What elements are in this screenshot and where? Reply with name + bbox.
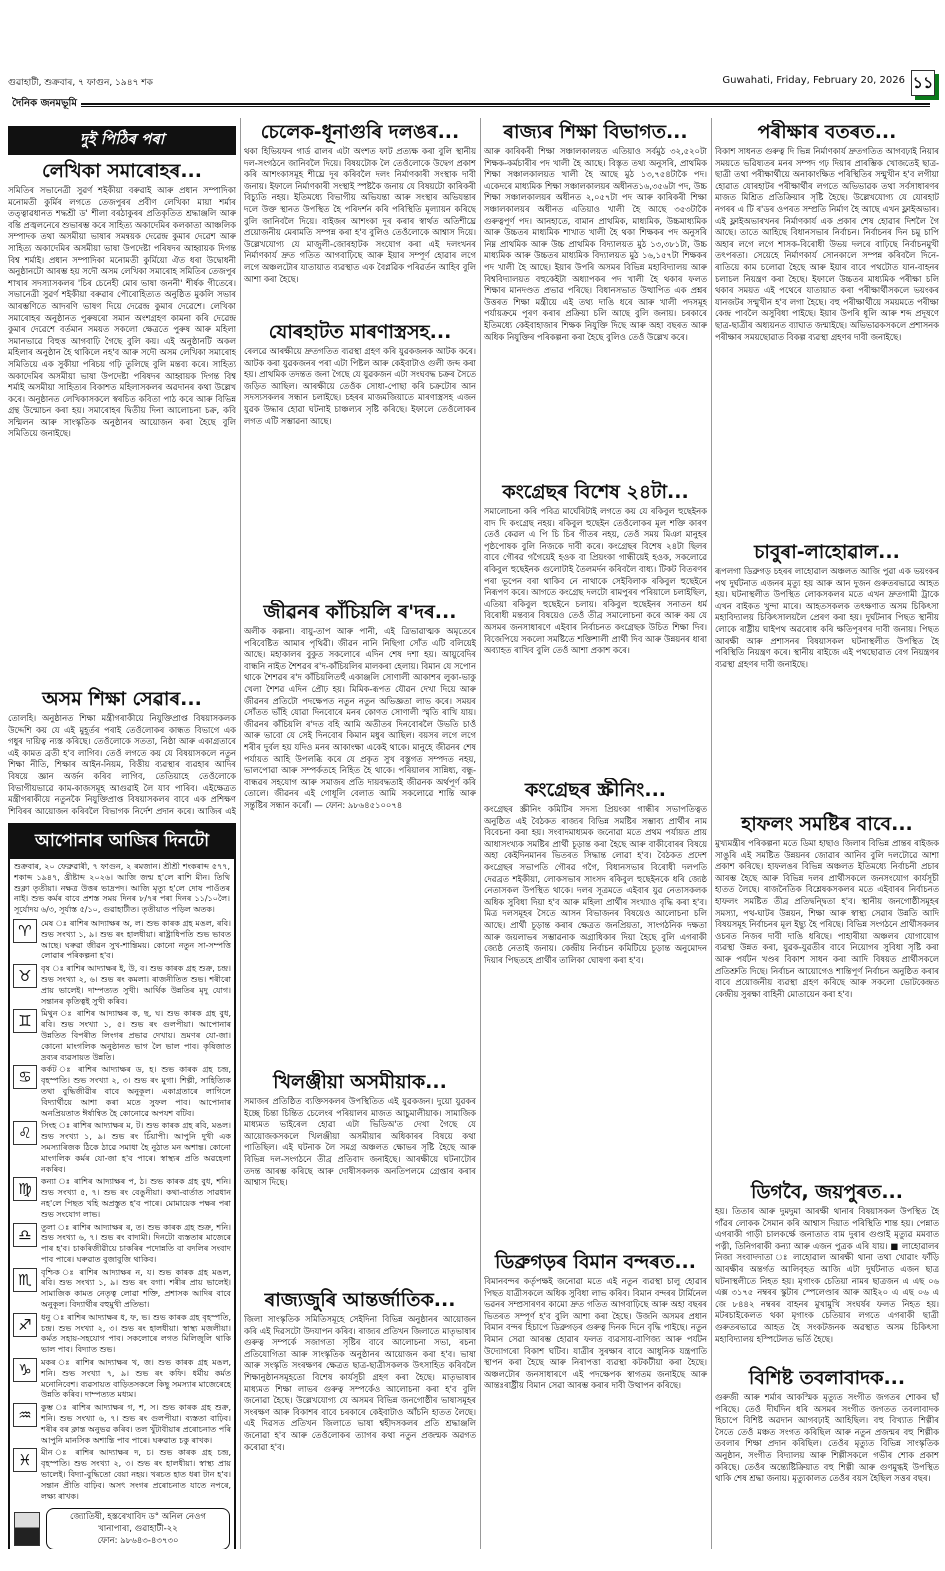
headline-jiwanor-kasiyoli: জীৱনৰ কাঁচিয়লি ৰ'দৰ... — [263, 601, 457, 623]
article-body: সমালোচনা কৰি পবিত্ৰ মাৰ্ঘেৰিটাই লগতে কয় যে ৰকিবুল হুছেইনক বাদ দি কংগ্ৰেছ নহয়। ৰকিবুল হুছেইন তেওঁলোকৰ মূল শক্তি কাৰণ তেওঁ কেৱল এ পি চি চিৰ গীতৰ নহয়, তেওঁ সময় মিঞা মানুহৰ পৃষ্ঠপোষক বুলি নিজকে দাবী কৰে। কংগ্ৰেছৰ বিশেষ ২৪টা ছিলৰ বাবে গৌৰৱ গগৈয়েই হওক বা প্ৰিয়ংকা গান্ধীয়েই হওক, সকলোৱে ৰকিবুল হুছেইনক গুলোটাই তৈলমৰ্দন কৰিবলৈ বাধ্য। টিকট বিতৰণৰ পৰা ভূপেন বৰা থাকিব নে নাথাকে সেইবিলাক ৰকিবুল হুছেইনে নিৰূপণ কৰে। আগতে কংগ্ৰেছ দলটো ৰামপুৰৰ পৰিয়ালে চলাইছিল, এতিয়া ৰকিবুল হুছেইনে চলায়। ৰকিবুল হুছেইনৰ সনাতন ধৰ্ম বিৰোধী মন্তব্যৰ বিষয়েও তেওঁ তীব্ৰ সমালোচনা কৰে আৰু কয় যে অসমৰ জনসাধাৰণে এইবাৰ নিৰ্বাচনত কংগ্ৰেছক উচিত শিক্ষা দিব। বিজেপিয়ে সকলো সমষ্টিতে শক্তিশালী প্ৰাৰ্থী দিব আৰু উন্নয়নৰ ধাৰা অব্যাহত ৰাখিব বুলি তেওঁ আশা প্ৰকাশ কৰে। — [484, 506, 707, 656]
horoscope-sign — [13, 1177, 231, 1220]
astrologer-photo — [14, 1512, 40, 1546]
headline-chabua-lahowal: চাবুৰা-লাহোৱাল... — [754, 541, 900, 563]
headline-digboi-jaipur: ডিগবৈ, জয়পুৰত... — [751, 1181, 903, 1203]
headline-tabla-player: বিশিষ্ট তবলাবাদক... — [748, 1367, 906, 1389]
headline-dibrugarh-airport: ডিব্ৰুগড়ৰ বিমান বন্দৰত... — [495, 1251, 696, 1273]
horoscope-signs — [10, 919, 234, 1502]
horoscope-title: আপোনাৰ আজিৰ দিনটো — [10, 825, 234, 859]
date-assamese: গুৱাহাটী, শুক্ৰবাৰ, ৭ ফাগুন, ১৯৪৭ শক — [8, 78, 153, 88]
horoscope-sign — [13, 1065, 231, 1119]
horoscope-sign — [13, 1403, 231, 1446]
headline-selek-dhunaguri: চেলেক-ধূনাগুৰি দলঙৰ... — [260, 121, 460, 143]
headline-congress-screening: কংগ্ৰেছৰ স্ক্ৰীনিং... — [524, 779, 667, 801]
column-2 — [244, 118, 476, 1549]
sign-text: কুম্ভ ঃ ৰাশিৰ আদ্যাক্ষৰ গ, শ, স। শুভ কাৰক গ্ৰহ শুক্ৰ, শনি। শুভ সংখ্যা ৬, ৭। শুভ ৰং গুলপীয়া। ব্যস্ততা বাঢ়িব। শৰীৰ বৰ ক্লান্ত অনুভৱ কৰিব। তল খুঁটাবীয়াৰ প্ৰৰোচনাত পৰি আপুনি মানসিক অশান্তি পাব পাৰে। ঘৰুৱাত চকু ৰাখক। — [41, 1403, 231, 1445]
zodiac-icon: ♏ — [13, 1268, 37, 1292]
zodiac-icon: ♓ — [13, 1448, 37, 1472]
horoscope-sign — [13, 964, 231, 1007]
column-1 — [8, 118, 236, 1549]
headline-asom-shiksha-sewa: অসম শিক্ষা সেৱাৰ... — [42, 688, 202, 710]
horoscope-sign — [13, 1313, 231, 1356]
headline-shiksha-bibhag: ৰাজ্যৰ শিক্ষা বিভাগত... — [503, 121, 688, 143]
horoscope-sign — [13, 1223, 231, 1266]
column-divider — [480, 118, 481, 1549]
article-body: কংগ্ৰেছৰ স্ক্ৰীনিং কমিটিৰ সদস্য প্ৰিয়ংকা গান্ধীৰ সভাপতিত্বত অনুষ্ঠিত এই বৈঠকত ৰাজ্যৰ বিভিন্ন সমষ্টিৰ সম্ভাব্য প্ৰাৰ্থীৰ নাম বিবেচনা কৰা হয়। সংবাদমাধ্যমক জনোৱা মতে প্ৰথম পৰ্যায়ত প্ৰায় আধাসংখ্যক সমষ্টিৰ প্ৰাৰ্থী চূড়ান্ত কৰা হৈছে আৰু বাকীবোৰৰ বিষয়ে অহা কেইদিনমানৰ ভিতৰত সিদ্ধান্ত লোৱা হ'ব। বৈঠকত প্ৰদেশ কংগ্ৰেছৰ সভাপতি গৌৰৱ গগৈ, বিধানসভাৰ বিৰোধী দলপতি দেৱব্ৰত শইকীয়া, লোকসভাৰ সাংসদ ৰকিবুল হুছেইনকে ধৰি জ্যেষ্ঠ নেতাসকল উপস্থিত থাকে। দলৰ সূত্ৰমতে এইবাৰ যুৱ নেতাসকলক অধিক সুবিধা দিয়া হ'ব আৰু মহিলা প্ৰাৰ্থীৰ সংখ্যাও বৃদ্ধি কৰা হ'ব। মিত্ৰ দলসমূহৰ সৈতে আসন বিভাজনৰ বিষয়েও আলোচনা চলি আছে। প্ৰাৰ্থী চূড়ান্ত কৰাৰ ক্ষেত্ৰত জনপ্ৰিয়তা, সাংগঠনিক দক্ষতা আৰু জয়লাভৰ সম্ভাৱনাক অগ্ৰাধিকাৰ দিয়া হৈছে বুলি এগৰাকী জ্যেষ্ঠ নেতাই জনায়। কেন্দ্ৰীয় নিৰ্বাচন কমিটিয়ে চূড়ান্ত অনুমোদন দিয়াৰ পিছতহে প্ৰাৰ্থীৰ তালিকা ঘোষণা কৰা হ'ব। — [484, 804, 707, 965]
article-body: জিলা সাংস্কৃতিক সমিতিসমূহে সেইদিনা বিভিন্ন অনুষ্ঠানৰ আয়োজন কৰি এই দিৱসটো উদযাপন কৰিব। ৰাজ্যৰ প্ৰতিখন জিলাতে মাতৃভাষাৰ গুৰুত্ব সম্পৰ্কে সজাগতা সৃষ্টিৰ বাবে আলোচনা সভা, ৰচনা প্ৰতিযোগিতা আৰু সাংস্কৃতিক অনুষ্ঠানৰ আয়োজন কৰা হ'ব। ভাষা আৰু সংস্কৃতি সংৰক্ষণৰ ক্ষেত্ৰত ছাত্ৰ-ছাত্ৰীসকলক উৎসাহিত কৰিবলৈ শিক্ষানুষ্ঠানসমূহতো বিশেষ কাৰ্যসূচী গ্ৰহণ কৰা হৈছে। মাতৃভাষাৰ মাধ্যমত শিক্ষা লাভৰ গুৰুত্ব সম্পৰ্কেও আলোচনা কৰা হ'ব বুলি জনোৱা হৈছে। উল্লেখযোগ্য যে অসমৰ বিভিন্ন জনগোষ্ঠীৰ ভাষাসমূহৰ সংৰক্ষণ আৰু বিকাশৰ বাবে চৰকাৰে কেইবাটাও আঁচনি হাতত লৈছে। এই দিৱসত প্ৰতিখন জিলাতে ভাষা শ্বহীদসকলৰ প্ৰতি শ্ৰদ্ধাঞ্জলি জনোৱা হ'ব আৰু তেওঁলোকৰ ত্যাগৰ কথা নতুন প্ৰজন্মক অৱগত কৰোৱা হ'ব। — [244, 1314, 476, 1452]
zodiac-icon: ♑ — [13, 1358, 37, 1382]
horoscope-sign — [13, 1009, 231, 1063]
zodiac-icon: ♎ — [13, 1223, 37, 1247]
page-number: ১১ — [911, 70, 935, 96]
article-body: ৰেলৱে আৰক্ষীয়ে দ্ৰুতগতিত ব্যৱস্থা গ্ৰহণ কৰি যুৱকজনক আটক কৰে। আটক কৰা যুৱকজনৰ পৰা এটা পিষ্টল আৰু কেইবাটাও গুলী জব্দ কৰা হয়। প্ৰাথমিক তদন্তত জনা গৈছে যে যুৱকজন এটা সংঘবদ্ধ চক্ৰৰ সৈতে জড়িত আছিল। আৰক্ষীয়ে তেওঁক সোধা-পোছা কৰি চক্ৰটোৰ আন সদস্যসকলৰ সন্ধান চলাইছে। চহৰৰ মাজমজিয়াতে মাৰণাস্ত্ৰসহ এজন যুৱক উদ্ধাৰ হোৱা ঘটনাই চাঞ্চল্যৰ সৃষ্টি কৰিছে। ইফালে তেওঁলোকৰ লগত এটি সম্ভাৱনা আছে। — [244, 346, 476, 426]
headline-khilonjia-axomiyak: খিলঞ্জীয়া অসমীয়াক... — [273, 1071, 447, 1093]
article-body: ৰূপলগা ডিব্ৰুগড় চহৰৰ লাহোৱাল অঞ্চলত আজি পুৱা এক ভয়ংকৰ পথ দুৰ্ঘটনাত এজনৰ মৃত্যু হয় আৰু আন দুজন গুৰুতৰভাৱে আহত হয়। ঘটনাস্থলীত উপস্থিত লোকসকলৰ মতে এখন দ্ৰুতগামী ট্ৰাকে এখন বাইকত খুন্দা মাৰে। আহতসকলক তৎক্ষণাত অসম চিকিৎসা মহাবিদ্যালয় চিকিৎসালয়লৈ প্ৰেৰণ কৰা হয়। দুৰ্ঘটনাৰ পিছত স্থানীয় লোকে ৰাষ্ট্ৰীয় ঘাইপথ অৱৰোধ কৰি ক্ষতিপূৰণৰ দাবী জনায়। পিছত আৰক্ষী আৰু প্ৰশাসনৰ বিষয়াসকল ঘটনাস্থলীত উপস্থিত হৈ পৰিস্থিতি নিয়ন্ত্ৰণ কৰে। স্থানীয় ৰাইজে এই পথছোৱাত বেগ নিয়ন্ত্ৰণৰ ব্যৱস্থা গ্ৰহণৰ দাবী জনাইছে। — [715, 566, 939, 669]
headline-lekhika-samaroh: লেখিকা সমাৰোহৰ... — [42, 160, 202, 182]
sign-text: কৰ্কট ঃ ৰাশিৰ আদ্যাক্ষৰ ড, হ। শুভ কাৰক গ্ৰহ চন্দ্ৰ, বৃহস্পতি। শুভ সংখ্যা ২, ৩। শুভ ৰং মুগা। শিল্পী, সাহিত্যিক তথা বুদ্ধিজীৱীৰ বাবে অনুকূল। একাগ্ৰতাৰে লাগিলে বিদ্যাৰ্থীয়ে আশা কৰা মতে সুফল পাব। আপোনাৰ অনপ্ৰিয়তাত ঈৰ্ষান্বিত হৈ কোনোৱে অপযশ বটিব। — [41, 1065, 231, 1118]
zodiac-icon: ♉ — [13, 964, 37, 988]
sign-text: ধনু ঃ ৰাশিৰ আদ্যাক্ষৰ ধ, ফ, ভ। শুভ কাৰক গ্ৰহ বৃহস্পতি, চন্দ্ৰ। শুভ সংখ্যা ২, ৩। শুভ ৰং হালধীয়া। স্বাস্থ্য মজলীয়া। কৰ্মত সহায়-সহযোগ পাব। সকলোৰে লগত মিলিজুলি থাকি ভাল পাব। বিদ্যাত শুভ। — [41, 1312, 231, 1355]
article-body: বিকাশ সাধনত গুৰুত্ব দি ভিন্ন নিৰ্মাণকাৰ্য দ্ৰুতগতিত আগবঢ়াই নিয়াৰ সময়তে ভৱিষ্যতৰ মনৰ সম্পদ গঢ় দিয়াৰ প্ৰাৰম্ভিক খোজতেই ছাত্ৰ-ছাত্ৰী তথা পৰীক্ষাৰ্থীয়ে অনাকাংক্ষিত পৰিস্থিতিৰ সন্মুখীন হ'ব লগীয়া হোৱাত যোৰহাটৰ পৰীক্ষাৰ্থীৰ লগতে অভিভাৱক তথা সৰ্বসাধাৰণৰ মাজত মিশ্ৰিত প্ৰতিক্ৰিয়াৰ সৃষ্টি হৈছে। উল্লেখযোগ্য যে যোৰহাট নগৰৰ এ টি ৰ'ডৰ ওপৰত সম্প্ৰতি নিৰ্মাণ হৈ আছে এখন ফ্লাইঅভাৰ। এই ফ্লাইঅভাৰখনৰ নিৰ্মাণকাৰ্য এক প্ৰকাৰ শেষ হোৱাৰ দিশলৈ গৈ আছে। তাতে আহিছে বিধানসভাৰ নিৰ্বাচন। নিৰ্বাচনৰ দিন চমু চাপি অহাৰ লগে লগে শাসক-বিৰোধী উভয় দলৰে বাঢ়িছে নিৰ্বাচনমুখী তৎপৰতা। সেয়েহে নিৰ্মাণকাৰ্য সোনকালে সম্পন্ন কৰিবলৈ দিনে-ৰাতিয়ে কাম চলোৱা হৈছে আৰু ইয়াৰ বাবে পথটোত যান-বাহনৰ চলাচল নিয়ন্ত্ৰণ কৰা হৈছে। ইফালে উচ্চতৰ মাধ্যমিক পৰীক্ষা চলি থকাৰ সময়ত এই পথেৰে যাতায়াত কৰা পৰীক্ষাৰ্থীসকলে ভয়ংকৰ যানজটৰ সন্মুখীন হ'ব লগা হৈছে। বহু পৰীক্ষাৰ্থীয়ে সময়মতে পৰীক্ষা কেন্দ্ৰ পাবলৈ অসুবিধা পাইছে। ইয়াৰ উপৰি ধূলি আৰু শব্দ প্ৰদূষণে ছাত্ৰ-ছাত্ৰীৰ অধ্যয়নত ব্যাঘাত জন্মাইছে। অভিভাৱকসকলে প্ৰশাসনক পৰীক্ষাৰ সময়ছোৱাত বিকল্প ব্যৱস্থা গ্ৰহণৰ দাবী জনাইছে। — [715, 146, 939, 342]
astrologer-address: খানাপাৰা, গুৱাহাটী-২২ — [98, 1524, 178, 1535]
headline-jorhat-weapons: যোৰহাটত মাৰণাস্ত্ৰসহ... — [268, 321, 452, 343]
masthead: দৈনিক জনমভূমি — [8, 96, 81, 113]
horoscope-sign — [13, 919, 231, 962]
article-body: গুৰুজী আৰু শৰ্মাৰ আকস্মিক মৃত্যুত সংগীত জগতৰ শোকৰ ছাঁ পৰিছে। তেওঁ দীৰ্ঘদিন ধৰি অসমৰ সংগীত জগতত তবলাবাদক হিচাপে বিশিষ্ট অৱদান আগবঢ়াই আহিছিল। বহু বিখ্যাত শিল্পীৰ সৈতে তেওঁ মঞ্চত সংগত কৰিছিল আৰু নতুন প্ৰজন্মৰ বহু শিল্পীক তবলাৰ শিক্ষা প্ৰদান কৰিছিল। তেওঁৰ মৃত্যুত বিভিন্ন সাংস্কৃতিক অনুষ্ঠান, সংগীত বিদ্যালয় আৰু শিল্পীসকলে গভীৰ শোক প্ৰকাশ কৰিছে। তেওঁৰ অন্ত্যেষ্টিক্ৰিয়াত বহু শিল্পী আৰু গুণমুগ্ধই উপস্থিত থাকি শেষ শ্ৰদ্ধা জনায়। মৃত্যুকালত তেওঁৰ বয়স হৈছিল সত্তৰ বছৰ। — [715, 1392, 939, 1484]
sign-text: বৃশ্চিক ঃ ৰাশিৰ আদ্যাক্ষৰ ন, য। শুভ কাৰক গ্ৰহ মঙল, ৰবি। শুভ সংখ্যা ১, ৯। শুভ ৰং বগা। শৰীৰ প্ৰায় ভালেই। সামাজিক কামত নেতৃত্ব লোৱা শক্তি, প্ৰশাসক আদিৰ বাবে অনুকূল। বিদ্যাৰ্থীৰ বহুমুখী প্ৰতিভা। — [41, 1267, 231, 1310]
zodiac-icon: ♈ — [13, 919, 37, 943]
sign-text: মীন ঃ ৰাশিৰ আদ্যাক্ষৰ দ, চ। শুভ কাৰক গ্ৰহ চন্দ্ৰ, বৃহস্পতি। শুভ সংখ্যা ২, ৩। শুভ ৰং হালধীয়া। স্বাস্থ্য প্ৰায় ভালেই। বিদ্যা-বুদ্ধিতো বেয়া নহয়। খৰচত হাত ধৰা টান হ'ব। সন্তান প্ৰীতি বাঢ়িব। অসৎ সংগৰ প্ৰৰোচনাত যাতে নপৰে, লক্ষ্য ৰাখক। — [41, 1448, 231, 1501]
sign-text: মিথুন ঃ ৰাশিৰ আদ্যাক্ষৰ ক, ছ, ঘ। শুভ কাৰক গ্ৰহ বুধ, ৰবি। শুভ সংখ্যা ১, ৫। শুভ ৰং গুলপীয়া। আপোনাৰ উন্নতিত বিপৰীত লিংগৰ প্ৰভাৱ দেখায়। ভ্ৰমণৰ যো-জা। কোনো মাংগলিক অনুষ্ঠানত ভাগ লৈ ভাল পাব। কৃষিজাত দ্ৰব্যৰ ব্যৱসায়ত উন্নতি। — [41, 1009, 231, 1062]
sign-text: মেষ ঃ ৰাশিৰ আদ্যাক্ষৰ অ, ল। শুভ কাৰক গ্ৰহ মঙল, ৰবি। শুভ সংখ্যা ১, ৯। শুভ ৰং হালধীয়া। ৰাষ্ট্ৰাধিপতি শুভ ভাবত আছে। ঘৰুৱা জীৱন সুখ-শান্তিময়। কোনো নতুন সা-সম্পত্তি লোৱাৰ পৰিকল্পনা হ'ব। — [41, 918, 231, 961]
article-body: সমিতিৰ সভানেত্ৰী সুৱৰ্ণ শইকীয়া বৰুৱাই আৰু প্ৰধান সম্পাদিকা মনোমতী কুৰ্মিৰ লগতে তেজপুৰৰ প্ৰবীণ লেখিকা মায়া শৰ্মাৰ তত্ত্বাৱধানত শদ্ধশ্ৰী ড' শীলা বৰঠাকুৰৰ প্ৰতিকৃতিত শ্ৰদ্ধাঞ্জলি আৰু বন্তি প্ৰজ্বলনেৰে শুভাৰম্ভ কৰে সাহিত্য অকাদেমিৰ কলকাতা আঞ্চলিক সম্পাদক তথা অসমীয়া ভাষাৰ সমন্বয়ক দেৱেন্দ্ৰ কুমাৰ দেৱেশ আৰু সাহিত্য অকাদেমিৰ অসমীয়া ভাষা উপদেষ্টা পৰিষদৰ আহ্বায়ক দিগন্ত বিশ্ব শৰ্মাই। প্ৰধান সম্পাদিকা মনোমতী কুৰ্মিয়ো ঐত ধৰা উদ্বোধনী অনুষ্ঠানটো আৰম্ভ হয় সদৌ অসম লেখিকা সমাৰোহ সমিতিৰ তেজপুৰ শাখাৰ সদস্যাসকলৰ 'চিৰ চেনেহী মোৰ ভাষা জননী' শীৰ্ষক গীতেৰে। সভানেত্ৰী সুৱৰ্ণ শইকীয়া বৰুৱাৰ পৌৰোহিত্যত অনুষ্ঠিত মুকলি সভাৰ আৰম্ভণিতে আদৰণি ভাষণ দিয়ে দেৱেন্দ্ৰ কুমাৰ দেৱেশে। লেখিকা সমাৰোহৰ অনুষ্ঠানত পুৰুষৰো সমান অংশগ্ৰহণ কামনা কৰি দেৱেন্দ্ৰ কুমাৰ দেৱেশে বৰ্তমান সময়ত সকলো ক্ষেত্ৰতে পুৰুষ আৰু মহিলা সমানভাৱে বিহুত্ত আগবাঢ়ি গৈছে বুলি কয়। এই অনুষ্ঠানটি অকল মহিলাৰ অনুষ্ঠান হৈ থাকিলে নহ'ব আৰু সদৌ অসম লেখিকা সমাৰোহ সমিতিয়ে এক সুকীয়া পৰিচয় গঢ়ি তুলিছে বুলি মন্তব্য কৰে। সাহিত্য অকাদেমিৰ অসমীয়া ভাষা উপদেষ্টা পৰিষদৰ আহ্বায়ক দিগন্ত বিশ্ব শৰ্মাই অসমীয়া সাহিত্যৰ বিকাশত মহিলাসকলৰ অৱদানৰ কথা উল্লেখ কৰে। অনুষ্ঠানত লেখিকাসকলে স্বৰচিত কবিতা পাঠ কৰে আৰু বিভিন্ন গ্ৰন্থ উন্মোচন কৰা হয়। সমাৰোহৰ দ্বিতীয় দিনা আলোচনা চক্ৰ, কবি সন্মিলন আৰু সাংস্কৃতিক অনুষ্ঠানৰ আয়োজন কৰা হৈছে বুলি সমিতিয়ে জনাইছে। — [8, 185, 236, 439]
article-body: মুখ্যমন্ত্ৰীৰ পৰিকল্পনা মতে ডিমা হাছাও জিলাৰ বিভিন্ন প্ৰান্তৰ ৰাইজক সাঙুৰি এই সমষ্টিত উন্নয়নৰ জোৱাৰ আনিব বুলি দলটোৱে আশা প্ৰকাশ কৰিছে। হাফলঙৰ বিভিন্ন অঞ্চলত ইতিমধ্যে নিৰ্বাচনী প্ৰচাৰ আৰম্ভ হৈছে আৰু বিভিন্ন দলৰ প্ৰাৰ্থীসকলে জনসংযোগ কাৰ্যসূচী হাতত লৈছে। ৰাজনৈতিক বিশ্লেষকসকলৰ মতে এইবাৰৰ নিৰ্বাচনত হাফলং সমষ্টিত তীব্ৰ প্ৰতিদ্বন্দ্বিতা হ'ব। স্থানীয় জনগোষ্ঠীসমূহৰ সমস্যা, পথ-ঘাটৰ উন্নয়ন, শিক্ষা আৰু স্বাস্থ্য সেৱাৰ উন্নতি আদি বিষয়সমূহ নিৰ্বাচনৰ মূল ইছ্যু হৈ পৰিছে। বিভিন্ন সংগঠনে প্ৰাৰ্থীসকলৰ ওচৰত নিজৰ দাবী দাঙি ধৰিছে। পাহাৰীয়া অঞ্চলৰ যোগাযোগ ব্যৱস্থা উন্নত কৰা, যুৱক-যুৱতীৰ বাবে নিয়োগৰ সুবিধা সৃষ্টি কৰা আৰু পৰ্যটন খণ্ডৰ বিকাশ সাধন কৰা আদি বিষয়ত প্ৰাৰ্থীসকলে প্ৰতিশ্ৰুতি দিছে। নিৰ্বাচন আয়োগেও শান্তিপূৰ্ণ নিৰ্বাচন অনুষ্ঠিত কৰাৰ বাবে প্ৰয়োজনীয় ব্যৱস্থা গ্ৰহণ কৰিছে আৰু সকলো ভোটকেন্দ্ৰত কেন্দ্ৰীয় সুৰক্ষা বাহিনী মোতায়েন কৰা হ'ব। — [715, 838, 939, 999]
sign-text: কন্যা ঃ ৰাশিৰ আদ্যাক্ষৰ প, ঠ। শুভ কাৰক গ্ৰহ বুধ, শনি। শুভ সংখ্যা ৫, ৭। শুভ ৰং বেঙুনীয়া। কথা-বাৰ্তাত সাৱধান নহ'লে পিছত খহি অপ্ৰস্তুত হ'ব পাৰে। মোমায়েক পক্ষৰ পৰা শুভ সংযোগ লাভ। — [41, 1177, 231, 1219]
article-body: সমাজৰ প্ৰতিষ্ঠিত ব্যক্তিসকলৰ উপস্থিতিত এই যুৱকজন। দুয়ো যুৱকৰ ইচ্ছে চিন্তা চিন্তিত চেলেংৰ পৰিয়ালৰ মাজত আচুমালীয়াক। সামাজিক মাধ্যমত ভাইৰেল হোৱা এটা ভিডিঅ'ত দেখা গৈছে যে আয়োজকসকলে খিলঞ্জীয়া অসমীয়াৰ অধিকাৰৰ বিষয়ে কথা পাতিছিল। এই ঘটনাক লৈ সমগ্ৰ অঞ্চলত ক্ষোভৰ সৃষ্টি হৈছে আৰু বিভিন্ন দল-সংগঠনে তীব্ৰ প্ৰতিবাদ জনাইছে। আৰক্ষীয়ে ঘটনাটোৰ তদন্ত আৰম্ভ কৰিছে আৰু দোষীসকলক অনতিপলমে গ্ৰেপ্তাৰ কৰাৰ আশ্বাস দিছে। — [244, 1096, 476, 1188]
column-4 — [715, 118, 939, 1549]
headline-porikhar-botorot: পৰীক্ষাৰ বতৰত... — [757, 121, 897, 143]
article-body: হয়। তিতাৰ আৰু দুমদুমা আৰক্ষী থানাৰ বিষয়াসকল উপস্থিত হৈ গাঁৱৰ লোকক সৈমান কৰি আশ্বাস দিয়াত পৰিস্থিতি শান্ত হয়। পেন্নাত এগৰাকী গাড়ী চালকৰ্ক্ষে জনাতাত বাম দুৰাৰ গুণ্ডাই মৃত্যুৱ মমবাত পত্নী, তিনিগৰাকী কন্যা আৰু এজন পুত্ৰক এৰি যায়। ■ লাহোৱালৰ নিজা সংবাদদাতা ঃ লাহোৱাল আৰক্ষী থানা তথা খোৱাং ফাঁড়ি আৰক্ষীৰ অন্তৰ্গত আলিবৃহত আজি এটা দুৰ্ঘটনাত এজন ছাত্ৰ ঘটনাস্থলীতে নিহত হয়। মৃগাংক চেতিয়া নামৰ ছাত্ৰজন এ এছ ০৬ এক্স ৩১৭৫ নম্বৰৰ স্কুটাৰ স্পেলেণ্ডাৰ আৰু আই২০ এ এছ ০৬ এ জে ৮৪৪২ নম্বৰৰ বাহনৰ মুখামুখি সংঘৰ্ষৰ ফলত নিহত হয়। মটৰচাইকেলত থকা মৃগাংক চেতিয়াৰ লগতে এগৰাকী ছাত্ৰী গুৰুতৰভাৱে আহত হৈ সংকটজনক অৱস্থাত অসম চিকিৎসা মহাবিদ্যালয় হস্পিটেলত ভৰ্তি হৈছে। — [715, 1206, 939, 1344]
sign-text: সিংহ ঃ ৰাশিৰ আদ্যাক্ষৰ ম, ট। শুভ কাৰক গ্ৰহ ৰবি, মঙল। শুভ সংখ্যা ১, ৯। শুভ ৰং চিঁয়াপী। আপুনি দুখী এক সমস্যাৰিজক ঠিকে ঠাৱে সমাধা হৈ নুঠাত মন অশান্ত। কোনো মাংগলিক কৰ্মৰ যো-জা হ'ব পাৰে। স্বাস্থ্যৰ প্ৰতি অৱহেলা নকৰিব। — [41, 1121, 231, 1174]
column-3 — [484, 118, 707, 1549]
sign-text: বৃষ ঃ ৰাশিৰ আদ্যাক্ষৰ ই, উ, ব। শুভ কাৰক গ্ৰহ শুক্ৰ, চন্দ্ৰ। শুভ সংখ্যা ২, ৬। শুভ ৰং কমলা। ৰাজনীতিত শুভ। শৰীৰো প্ৰায় ভালেই। দাম্পত্যত সুখী। আৰ্থিক উন্নতিৰ মৃদু যোগ। সন্তানৰ কৃতিত্বই সুখী কৰিব। — [41, 964, 231, 1006]
article-body: থকা হিভিয়ফৰ গাৰ্ড ৱালৰ এটা অংশত ফাট প্ৰত্যক্ষ কৰা বুলি স্থানীয় দল-সংগঠনে জানিবলৈ দিয়ে। বিষয়টোক লৈ তেওঁলোকে উদ্বেগ প্ৰকাশ কৰি আশংকাসমূহ শীঘ্ৰে দূৰ কৰিবলৈ দলং নিৰ্মাণকাৰী সংস্থাক দাবী জনায়। ইফালে নিৰ্মাণকাৰী সংস্থাই স্পষ্টকৈ জনায় যে বিষয়টো কাৰিকৰী বিচ্যুতি নহয়। ইতিমধ্যে বিভাগীয় অভিযন্তা আৰু সংস্থাৰ অভিযন্তাৰ দলে উক্ত স্থানত উপস্থিত হৈ পৰিদৰ্শন কৰি পৰিস্থিতি মূল্যায়ন কৰিছে বুলি জানিবলৈ দিয়ে। বাইজৰ আশংকা দূৰ কৰাৰ স্বাৰ্থত অতিশীঘ্ৰে প্ৰয়োজনীয় মেৰামতি সম্পন্ন কৰা হ'ব বুলিও তেওঁলোকে আশ্বাস দিয়ে। উল্লেখযোগ্য যে মাজুলী-জোৰহাটক সংযোগ কৰা এই দলংখনৰ নিৰ্মাণকাৰ্য দ্ৰুত গতিত আগবাঢ়িছে আৰু ইয়াৰ সম্পূৰ্ণ হোৱাৰ লগে লগে অঞ্চলটোৰ যাতায়াত ব্যৱস্থাত এক বৈপ্লৱিক পৰিৱৰ্তন আহিব বুলি আশা কৰা হৈছে। — [244, 146, 476, 284]
article-body: অলীক কল্পনা। বায়ু-তাপ আৰু পানী, এই ত্ৰিভাৱাত্মক অমৃতেৰে পৰিবেষ্টিত আমাৰ পৃথিৱী। জীৱন নানি নিছিগা সোঁত এটি বলিয়েই আছে। মহাকালৰ বুকুত সকলোৰে এদিন শেষ দশা হয়। আয়ুবেদিৰ বান্ধনি নাইত শৈশৱৰ ৰ'দ-কাঁচিয়লিৰ মালকৰা হেলায়। বিমান যে সপোন থাকে শৈশৱৰ ৰ'দ কাঁচিয়লিতহুঁ একাঞ্জলি সোণালী আকাশৰ লুকা-ভাকু খেলা শৈশৱ এদিন প্ৰৌঢ় হয়। মিমিক-ৰূপত যৌৱন দেখা দিয়ে আৰু জীৱনৰ প্ৰতিটো পদক্ষেপত নতুন নতুন অভিজ্ঞতা লাভ কৰে। সময়ৰ সোঁতত ভাঁহি যোৱা দিনবোৰে মনৰ কোণত সোণালী স্মৃতি ৰাখি যায়। জীৱনৰ কাঁচিয়লি ৰ'দত বহি আমি অতীতৰ দিনবোৰলৈ উভতি চাওঁ আৰু ভাবো যে সেই দিনবোৰ কিমান মধুৰ আছিল। বয়সৰ লগে লগে শৰীৰ দুৰ্বল হয় যদিও মনৰ আকাংক্ষা একেই থাকে। মানুহে জীৱনৰ শেষ পৰ্যায়ত আহি উপলব্ধি কৰে যে প্ৰকৃত সুখ বস্তুগত সম্পদত নহয়, ভালপোৱা আৰু সম্পৰ্কতহে নিহিত হৈ থাকে। পৰিয়ালৰ সান্নিধ্য, বন্ধু-বান্ধৱৰ সহযোগ আৰু সমাজৰ প্ৰতি দায়বদ্ধতাই জীৱনক অৰ্থপূৰ্ণ কৰি তোলে। জীৱনৰ এই গোধূলি বেলাত আমি সকলোৱে শান্তি আৰু সন্তুষ্টিৰ সন্ধান কৰোঁ। — ফোন: ৯৮৬৪৫১০০৭৪ — [244, 626, 476, 810]
horoscope-intro: শুক্ৰবাৰ, ২০ ফেব্ৰুৱাৰী, ৭ ফাগুন, ২ ৰমজান। শ্ৰীশ্ৰী শংকৰাব্দ ৫৭৭, শকাব্দ ১৯৪৭, খ্ৰীষ্টাব্দ ২০২৬। আজি জন্ম হ'লে ৰাশি মীন। তিথি শুক্লা তৃতীয়া। নক্ষত্ৰ উত্তৰ ভাদ্ৰপদ। আজি মৃত্যু হ'লে দোষ পাওঁতৰ নাই। শুভ কৰ্মৰ বাবে প্ৰশস্ত সময় দিনৰ ৮/৭ৰ পৰা দিনৰ ১১/১০লৈ। সূৰ্যোদয় ৬/৩, সূৰ্যাস্ত ৫/১০, গুৱাহাটীত। তৃতীয়াত পড়িল অতক। — [14, 862, 230, 915]
headline-congress-bishesh-24: কংগ্ৰেছৰ বিশেষ ২৪টা... — [502, 481, 689, 503]
zodiac-icon: ♋ — [13, 1065, 37, 1089]
headline-rajyajuri-antarjatik: ৰাজ্যজুৰি আন্তৰ্জাতিক... — [264, 1289, 456, 1311]
article-body: তোলহি। অনুষ্ঠানত শিক্ষা মন্ত্ৰীগৰাকীয়ে নিযুক্তিপ্ৰাপ্ত বিষয়াসকলক উদ্দেশি কয় যে এই মুহূৰ্তৰ পৰাই তেওঁলোকৰ কান্ধত বিভাগে এক গধুৰ দায়িত্ব ন্যস্ত কৰিছে। তেওঁলোকে সততা, নিষ্ঠা আৰু একাগ্ৰতাৰে এই কামত ব্ৰতী হ'ব লাগিব। তেওঁ লগতে কয় যে বিষয়াসকলে নতুন শিক্ষা নীতি, শিক্ষাৰ আইন-নিয়ম, বিত্তীয় ব্যৱস্থাৰ ব্যৱহাৰ আদিৰ বিষয়ে জ্ঞান অৰ্জন কৰিব লাগিব, তেতিয়াহে তেওঁলোকে বিভাগীয়ভাৱে কাম-কাজসমূহ আগুৱাই লৈ যাব পাৰিব। এইক্ষেত্ৰত মন্ত্ৰীগৰাকীয়ে নতুনকৈ নিযুক্তিপ্ৰাপ্ত বিষয়াসকলৰ বাবে এক প্ৰশিক্ষণ শিবিৰৰ আয়োজন কৰিবলৈ বিভাগক নিৰ্দেশ প্ৰদান কৰে। আজিৰ এই — [8, 713, 236, 816]
horoscope-sign — [13, 1268, 231, 1311]
zodiac-icon: ♐ — [13, 1313, 37, 1337]
zodiac-icon: ♒ — [13, 1403, 37, 1427]
article-body: বিমানবন্দৰ কৰ্তৃপক্ষই জনোৱা মতে এই নতুন ব্যৱস্থা চালু হোৱাৰ পিছত যাত্ৰীসকলে অধিক সুবিধা লাভ কৰিব। বিমান বন্দৰৰ টাৰ্মিনেল ভৱনৰ সম্প্ৰসাৰণৰ কামো দ্ৰুত গতিত আগবাঢ়িছে আৰু অহা বছৰৰ ভিতৰত সম্পূৰ্ণ হ'ব বুলি আশা কৰা হৈছে। উজনি অসমৰ প্ৰধান বিমান বন্দৰ হিচাপে ডিব্ৰুগড়ৰ গুৰুত্ব দিনক দিনে বৃদ্ধি পাইছে। নতুন বিমান সেৱা আৰম্ভ হোৱাৰ ফলত ব্যৱসায়-বাণিজ্য আৰু পৰ্যটন উদ্যোগৰো বিকাশ ঘটিব। যাত্ৰীৰ সুৰক্ষাৰ বাবে আধুনিক যন্ত্ৰপাতি স্থাপন কৰা হৈছে আৰু নিৰাপত্তা ব্যৱস্থা কটকটীয়া কৰা হৈছে। অঞ্চলটোৰ জনসাধাৰণে এই পদক্ষেপক স্বাগতম জনাইছে আৰু আন্তঃৰাষ্ট্ৰীয় বিমান সেৱা আৰম্ভ কৰাৰ দাবী উত্থাপন কৰিছে। — [484, 1276, 707, 1391]
zodiac-icon: ♍ — [13, 1177, 37, 1201]
horoscope-sign — [13, 1121, 231, 1175]
zodiac-icon: ♌ — [13, 1121, 37, 1145]
column-divider — [240, 118, 241, 1549]
headline-haflong: হাফলং সমষ্টিৰ বাবে... — [741, 813, 913, 835]
astrologer-phone: ফোন: ৯৮৬৪৩-৪৩৭৩০ — [97, 1536, 179, 1547]
article-body: আৰু কাৰিকৰী শিক্ষা সঞ্চালকালয়ত এতিয়াও সৰ্বমুঠ ৩২,৫২০টা শিক্ষক-কৰ্মচাৰীৰ পদ খালী হৈ আছে। বিস্তৃত তথ্য অনুসৰি, প্ৰাথমিক শিক্ষা সঞ্চালকালয়ত খালী হৈ আছে মুঠ ১৩,৭৫৪টাকৈ পদ। একেদৰে মাধ্যমিক শিক্ষা সঞ্চালকালয়ৰ অধীনত১৬,৩৫৬টা পদ, উচ্চ শিক্ষা সঞ্চালকালয়ৰ অধীনত ২,০৫৭টা পদ আৰু কাৰিকৰী শিক্ষা সঞ্চালকালয়ৰ অধীনত এতিয়াও খালী হৈ আছে ৩৫৩টাকৈ গুৰুত্বপূৰ্ণ পদ। আনহাতে, বামান প্ৰাথমিক, মাধ্যমিক, উচ্চমাধ্যমিক আৰু উচ্চতৰ মাধ্যমিক শাখাত খালী হৈ থকা শিক্ষকৰ পদ অনুসৰি নিম্ন প্ৰাথমিক আৰু উচ্চ প্ৰাথমিক বিদ্যালয়ত মুঠ ১৩,৩৮১টা, উচ্চ মাধ্যমিক আৰু উচ্চতৰ মাধ্যমিক বিদ্যালয়ত মুঠ ১৬,১৫৭টা শিক্ষকৰ পদ খালী হৈ আছে। ইয়াৰ উপৰি অসমৰ বিভিন্ন মহাবিদ্যালয় আৰু বিশ্ববিদ্যালয়ত বহুকেইটা অধ্যাপকৰ পদ খালী হৈ থকাৰ ফলত শিক্ষাৰ মানদণ্ডত প্ৰভাৱ পৰিছে। বিধানসভাত উত্থাপিত এক প্ৰশ্নৰ উত্তৰত শিক্ষা মন্ত্ৰীয়ে এই তথ্য দাঙি ধৰে আৰু খালী পদসমূহ পৰ্যায়ক্ৰমে পূৰণ কৰাৰ প্ৰক্ৰিয়া চলি আছে বুলি জনায়। চৰকাৰে ইতিমধ্যে কেইবাহাজাৰ শিক্ষক নিযুক্তি দিছে আৰু অহা বছৰত আৰু অধিক নিযুক্তিৰ পৰিকল্পনা কৰা হৈছে বুলিও তেওঁ উল্লেখ কৰে। — [484, 146, 707, 342]
sign-text: তুলা ঃ ৰাশিৰ আদ্যাক্ষৰ ৰ, ত। শুভ কাৰক গ্ৰহ শুক্ৰ, শনি। শুভ সংখ্যা ৬, ৭। শুভ ৰং বাদামী। দিনটো ব্যস্ততাৰ মাজেৰে পাৰ হ'ব। চাকৰিজীৱীয়ে চাকৰিৰ পদোন্নতি বা বদলিৰ সংবাদ পাব পাৰে। ঘৰুৱাত বুজাবুজি থাকিব। — [41, 1222, 231, 1264]
horoscope-sign — [13, 1358, 231, 1401]
masthead-rule — [8, 103, 930, 107]
column-divider — [711, 118, 712, 1549]
horoscope-sign — [13, 1448, 231, 1502]
section-banner: দুই পিঠিৰ পৰা — [8, 126, 236, 155]
astrologer-name: জ্যোতিষী, হস্তৰেখাবিদ ড° অনিল নেওগ — [70, 1512, 206, 1523]
astrologer-contact — [46, 1508, 230, 1549]
date-english: Guwahati, Friday, February 20, 2026 — [722, 75, 905, 86]
horoscope-box — [8, 823, 236, 1549]
zodiac-icon: ♊ — [13, 1009, 37, 1033]
astrologer-card — [14, 1508, 230, 1549]
sign-text: মকৰ ঃ ৰাশিৰ আদ্যাক্ষৰ খ, জ। শুভ কাৰক গ্ৰহ মঙল, শনি। শুভ সংখ্যা ৭, ৯। শুভ ৰং কফি। ধৰ্মীয় কৰ্মত মনোনিবেশ। ব্যৱসায়ত বাড়িতসকলে কিছু সমস্যাৰ মাজেৰেহে উন্নতি কৰিব। দাম্পত্যত মধ্যম। — [41, 1358, 231, 1400]
